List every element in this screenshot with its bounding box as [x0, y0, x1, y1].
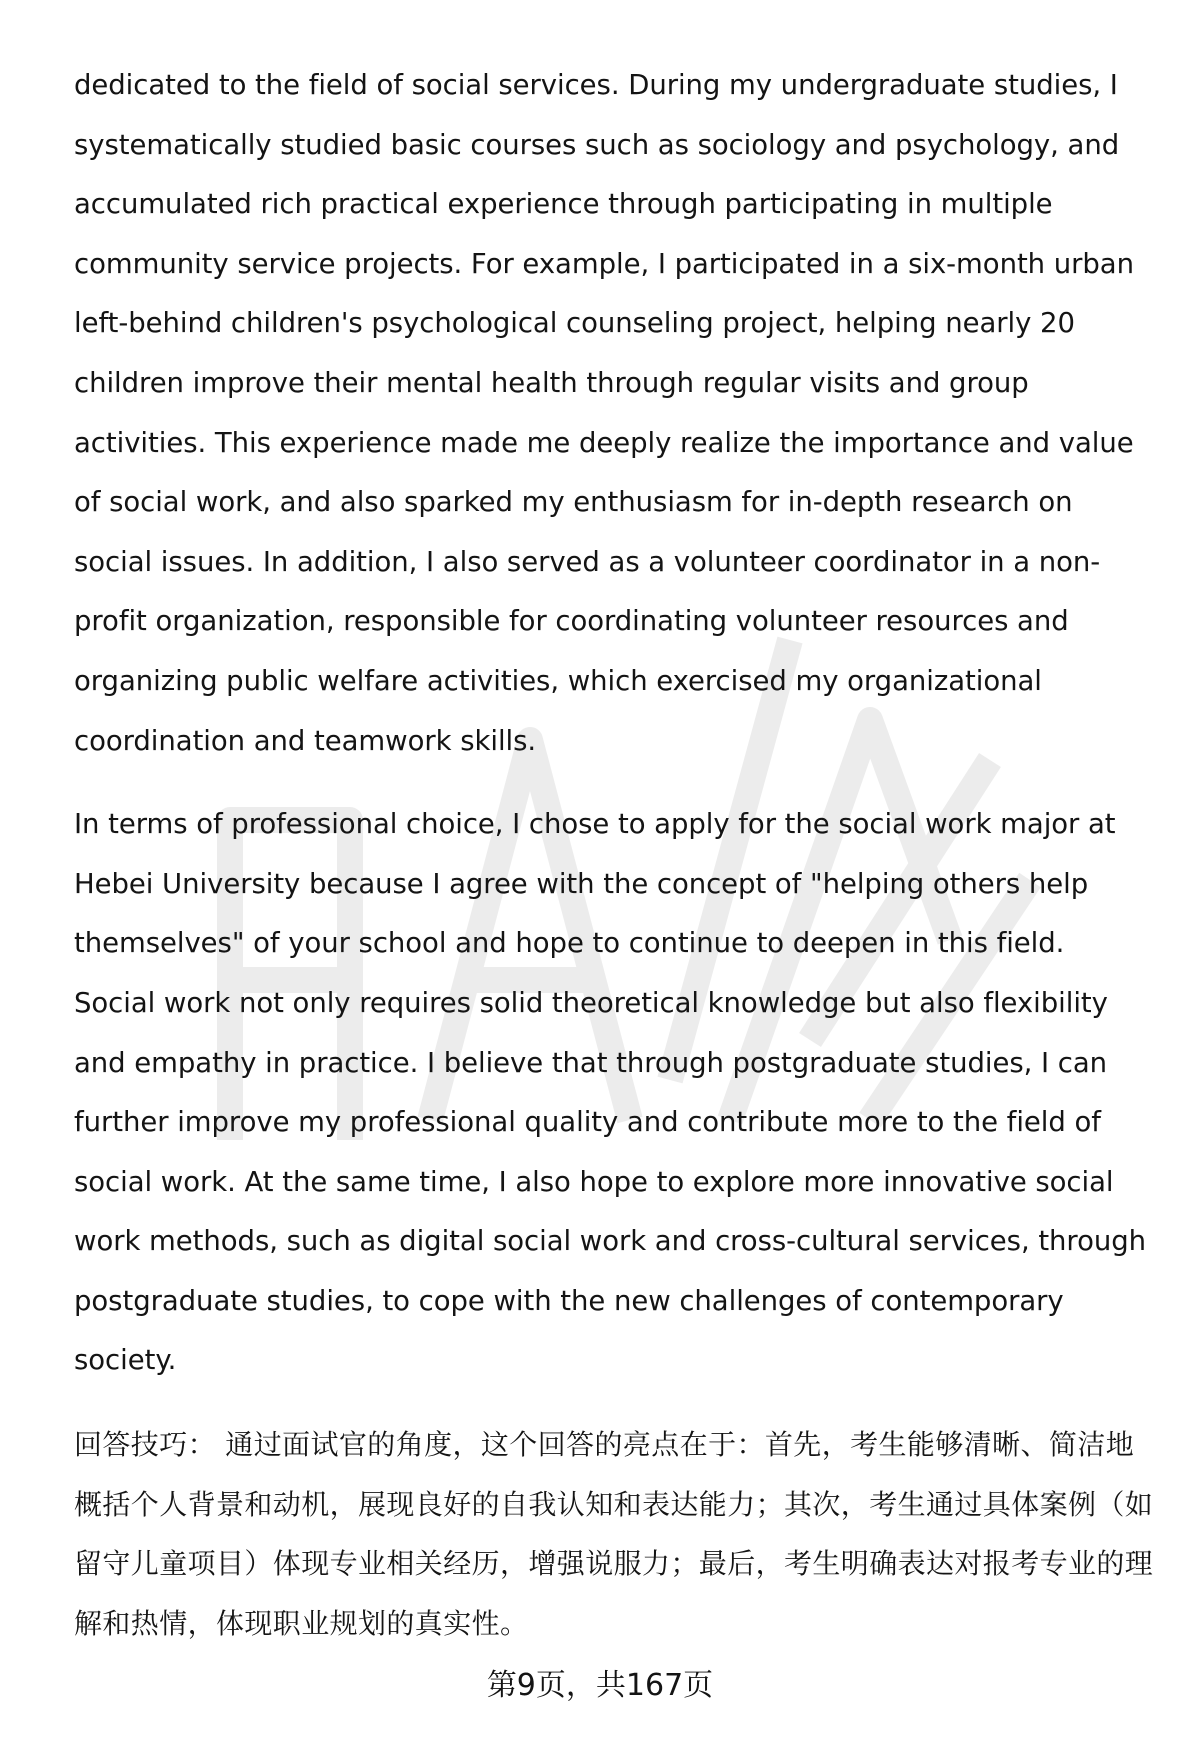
- body-paragraph-2: In terms of professional choice, I chose to apply for the social work major at Hebei University because I agree with the concept of "helping others help themselves" of your school and hope to continue to deepen in this field. Social work not only requires solid theoretical knowledge but also flexibility and empathy in practice. I believe that through postgraduate studies, I can further improve my professional quality and contribute more to the field of social work. At the same time, I also hope to explore more innovative social work methods, such as digital social work and cross-cultural services, through postgraduate studies, to cope with the new challenges of contemporary society.: [74, 808, 1147, 1377]
- answer-tips-paragraph: 回答技巧： 通过面试官的角度，这个回答的亮点在于：首先，考生能够清晰、简洁地概括个人背景和动机，展现良好的自我认知和表达能力；其次，考生通过具体案例（如留守儿童项目）体现专业相关经历，增强说服力；最后，考生明确表达对报考专业的理解和热情，体现职业规划的真实性。: [74, 1428, 1154, 1640]
- body-paragraph-1: dedicated to the field of social services. During my undergraduate studies, I systematically studied basic courses such as sociology and psychology, and accumulated rich practical experience through participating in multiple community service projects. For example, I participated in a six-month urban left-behind children's psychological counseling project, helping nearly 20 children improve their mental health through regular visits and group activities. This experience made me deeply realize the importance and value of social work, and also sparked my enthusiasm for in-depth research on social issues. In addition, I also served as a volunteer coordinator in a non-profit organization, responsible for coordinating volunteer resources and organizing public welfare activities, which exercised my organizational coordination and teamwork skills.: [74, 69, 1134, 757]
- document-page: [74, 56, 1154, 1653]
- page-number: 第9页，共167页: [486, 1668, 714, 1703]
